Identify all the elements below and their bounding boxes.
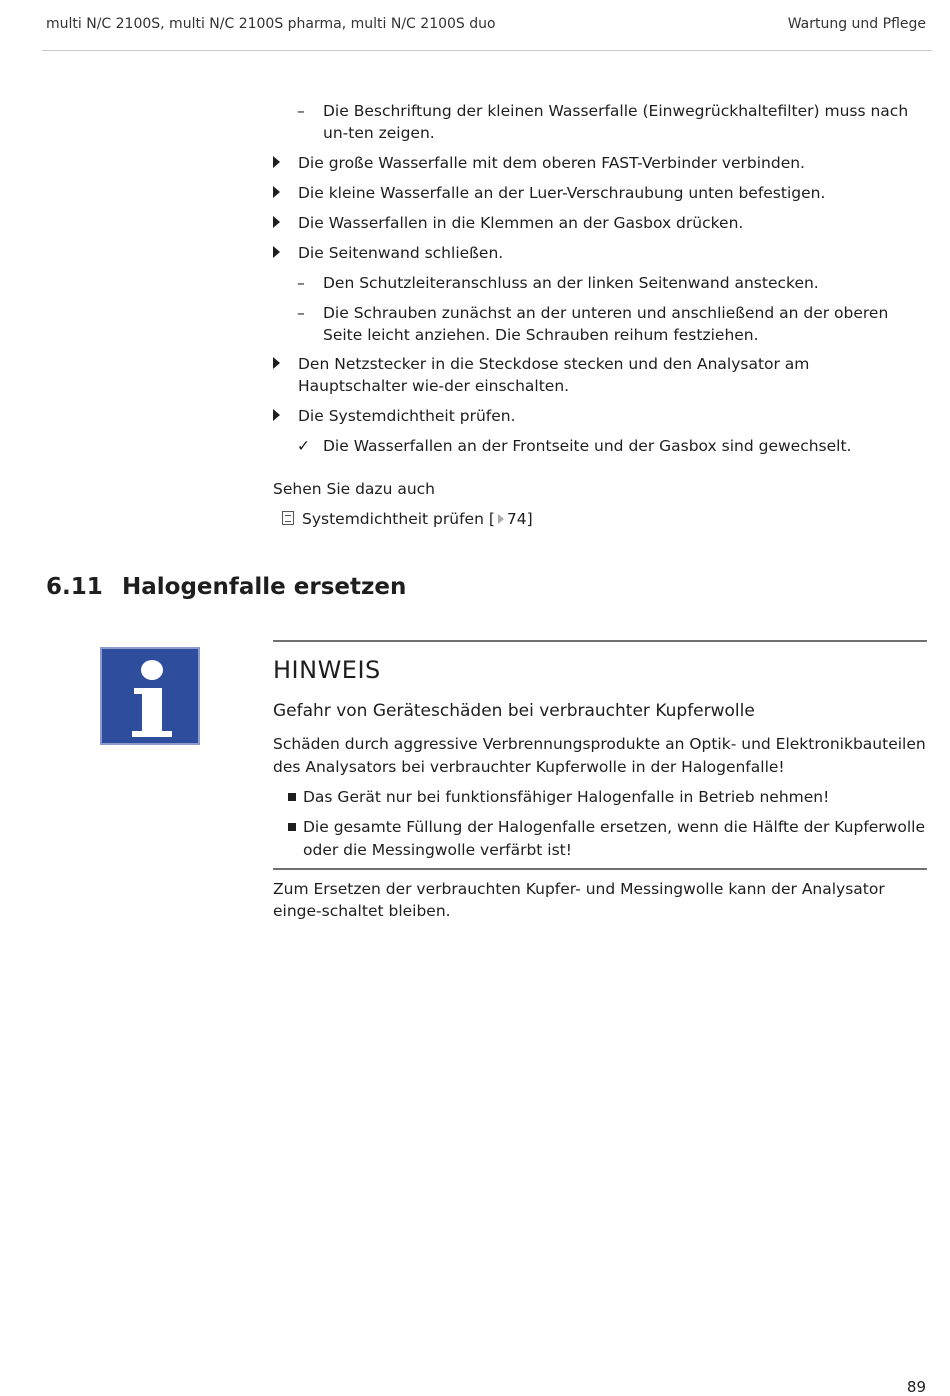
step-text: Die Systemdichtheit prüfen.: [298, 407, 516, 425]
result-text: Die Wasserfallen an der Frontseite und der Gasbox sind gewechselt.: [323, 437, 852, 455]
dash-marker: –: [297, 102, 305, 120]
step-text: Den Schutzleiteranschluss an der linken Seitenwand anstecken.: [323, 274, 819, 292]
square-bullet-icon: [288, 793, 296, 801]
step-text: Die kleine Wasserfalle an der Luer-Verschraubung unten befestigen.: [298, 184, 826, 202]
step-text: Die Beschriftung der kleinen Wasserfalle (Einwegrückhaltefilter) muss nach un-ten zeigen.: [323, 102, 909, 142]
notice-bottom-rule: [273, 868, 927, 870]
closing-paragraph: Zum Ersetzen der verbrauchten Kupfer- und Messingwolle kann der Analysator einge-schaltet bleiben.: [273, 880, 885, 920]
step-triangle-icon: [273, 405, 293, 427]
dash-marker: –: [297, 304, 305, 322]
page-number: 89: [906, 1378, 926, 1396]
step-triangle-icon: [273, 152, 293, 174]
see-also-link[interactable]: [282, 510, 533, 528]
notice-body: [273, 733, 928, 862]
section-number: 6.11: [46, 574, 103, 600]
dash-marker: –: [297, 274, 305, 292]
page-reference-arrow-icon: [498, 514, 504, 524]
see-also-link-text: Systemdichtheit prüfen [: [302, 510, 495, 528]
notice-top-rule: [273, 640, 927, 642]
info-sign-icon: [100, 647, 200, 745]
running-header-product: multi N/C 2100S, multi N/C 2100S pharma, multi N/C 2100S duo: [46, 16, 496, 32]
header-divider: [42, 50, 932, 51]
step-triangle-icon: [273, 242, 293, 264]
notice-bullet-text: Das Gerät nur bei funktionsfähiger Halogenfalle in Betrieb nehmen!: [303, 788, 830, 806]
running-header-chapter: Wartung und Pflege: [787, 16, 926, 32]
notice-text: Schäden durch aggressive Verbrennungsprodukte an Optik- und Elektronikbauteilen des Analysators bei verbrauchter Kupferwolle in der Halogenfalle!: [273, 735, 926, 776]
step-text: Die Schrauben zunächst an der unteren und anschließend an der oberen Seite leicht anziehen. Die Schrauben reihum festziehen.: [323, 304, 889, 344]
notice-bullet: [273, 816, 928, 862]
see-also-page: 74]: [506, 510, 533, 528]
checkmark-icon: ✓: [297, 437, 310, 455]
document-icon: [282, 511, 294, 525]
step-triangle-icon: [273, 212, 293, 234]
step-triangle-icon: [273, 353, 293, 375]
step-text: Die Seitenwand schließen.: [298, 244, 504, 262]
notice-bullet: [273, 786, 928, 809]
step-triangle-icon: [273, 182, 293, 204]
step-text: Den Netzstecker in die Steckdose stecken und den Analysator am Hauptschalter wie-der einschalten.: [298, 355, 810, 395]
see-also-heading: Sehen Sie dazu auch: [273, 480, 435, 498]
notice-subtitle: Gefahr von Geräteschäden bei verbrauchter Kupferwolle: [273, 701, 755, 721]
notice-bullet-text: Die gesamte Füllung der Halogenfalle ersetzen, wenn die Hälfte der Kupferwolle oder die Messingwolle verfärbt ist!: [303, 818, 925, 859]
step-text: Die große Wasserfalle mit dem oberen FAST-Verbinder verbinden.: [298, 154, 805, 172]
square-bullet-icon: [288, 823, 296, 831]
step-text: Die Wasserfallen in die Klemmen an der Gasbox drücken.: [298, 214, 744, 232]
notice-label: HINWEIS: [273, 656, 381, 684]
section-title: Halogenfalle ersetzen: [122, 574, 407, 600]
